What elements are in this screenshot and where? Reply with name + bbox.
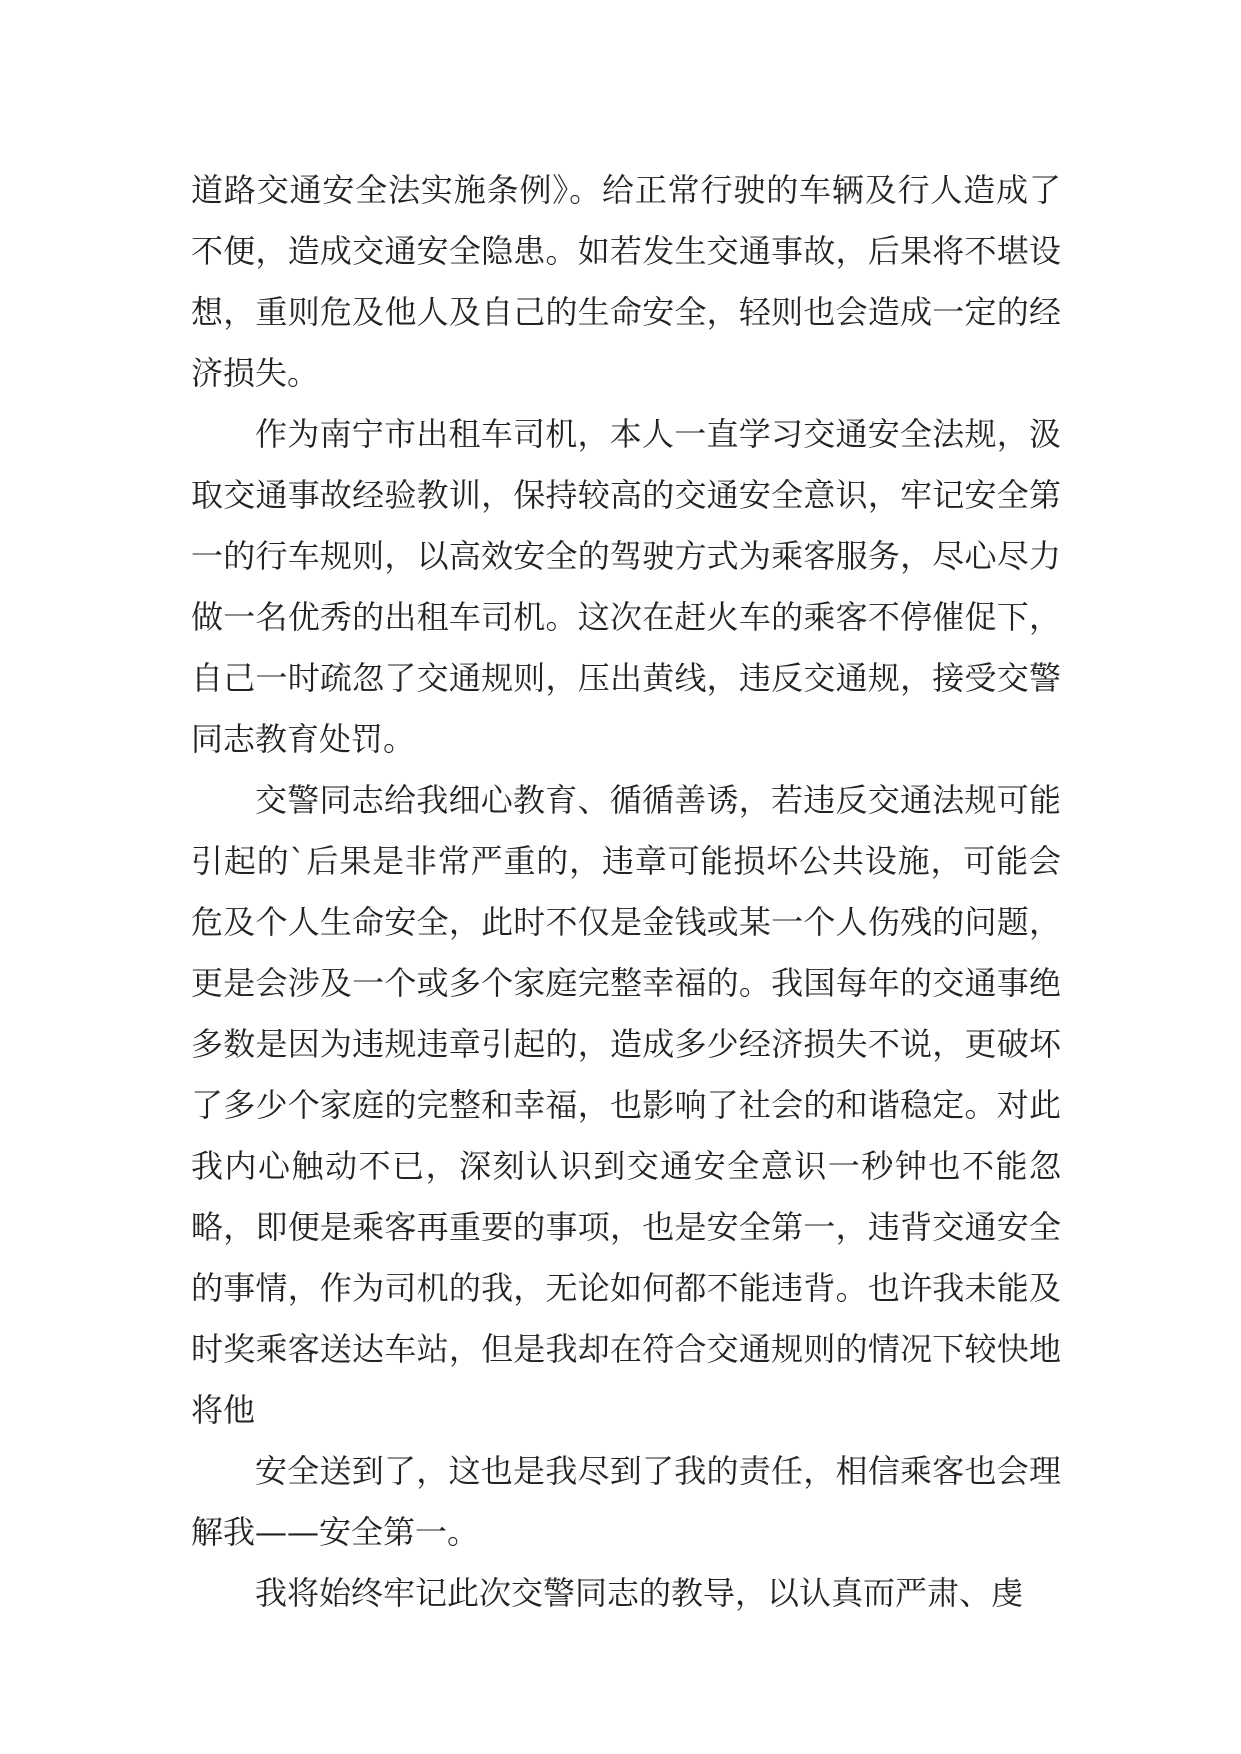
paragraph-1: 道路交通安全法实施条例》。给正常行驶的车辆及行人造成了不便，造成交通安全隐患。如若发生交通事故，后果将不堪设想，重则危及他人及自己的生命安全，轻则也会造成一定的经济损失。	[191, 171, 1061, 392]
document-body	[191, 160, 1061, 1624]
paragraph-3: 交警同志给我细心教育、循循善诱，若违反交通法规可能引起的`后果是非常严重的，违章可能损坏公共设施，可能会危及个人生命安全，此时不仅是金钱或某一个人伤残的问题，更是会涉及一个或多个家庭完整幸福的。我国每年的交通事绝多数是因为违规违章引起的，造成多少经济损失不说，更破坏了多少个家庭的完整和幸福，也影响了社会的和谐稳定。对此我内心触动不已，深刻认识到交通安全意识一秒钟也不能忽略，即便是乘客再重要的事项，也是安全第一，违背交通安全的事情，作为司机的我，无论如何都不能违背。也许我未能及时奖乘客送达车站，但是我却在符合交通规则的情况下较快地将他	[191, 781, 1061, 1429]
paragraph-2: 作为南宁市出租车司机，本人一直学习交通安全法规，汲取交通事故经验教训，保持较高的交通安全意识，牢记安全第一的行车规则，以高效安全的驾驶方式为乘客服务，尽心尽力做一名优秀的出租车司机。这次在赶火车的乘客不停催促下，自己一时疏忽了交通规则，压出黄线，违反交通规，接受交警同志教育处罚。	[191, 415, 1061, 758]
paragraph-4: 安全送到了，这也是我尽到了我的责任，相信乘客也会理解我——安全第一。	[191, 1452, 1061, 1551]
paragraph-5: 我将始终牢记此次交警同志的教导，以认真而严肃、虔	[255, 1574, 1024, 1612]
